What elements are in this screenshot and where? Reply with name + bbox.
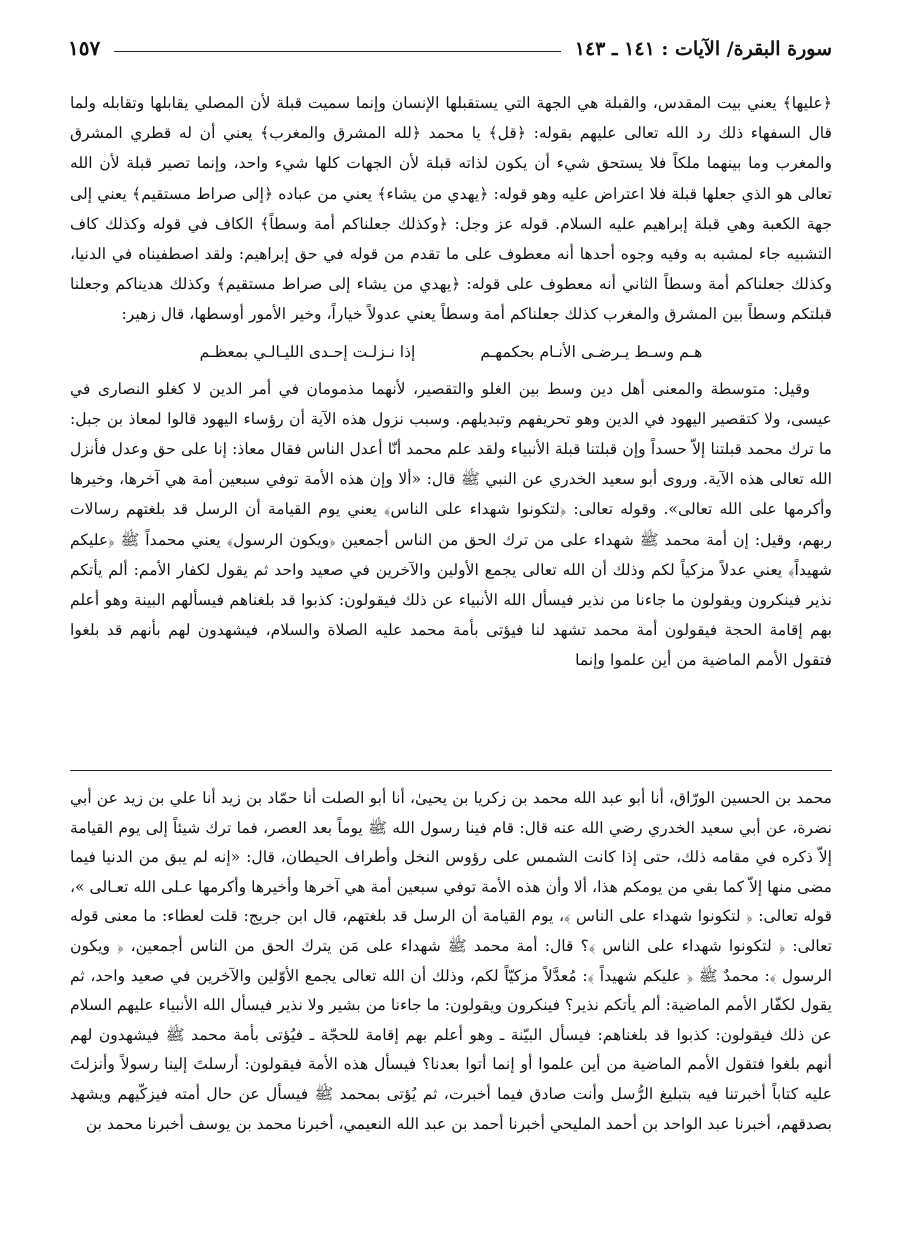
header-rule: [114, 51, 561, 52]
commentary-text: [70, 88, 832, 758]
poem-hemistich-left: إذا نـزلـت إحـدى الليـالـي بمعظـم: [199, 342, 416, 361]
poem-verse: [70, 337, 832, 367]
running-title: سورة البقرة/ الآيات : ١٤١ ـ ١٤٣: [574, 38, 832, 60]
hadith-footnote: [70, 784, 832, 1256]
page-header: [68, 28, 832, 62]
commentary-paragraph-1: ﴿عليها﴾ يعني بيت المقدس، والقبلة هي الجهة التي يستقبلها الإنسان وإنما سميت قبلة لأن المصلي يقابلها وتقابله ولما قال السفهاء ذلك رد الله تعالى عليهم بقوله: ﴿قل﴾ يا محمد ﴿لله المشرق والمغرب﴾ يعني أن له قطري المشرق والمغرب وما بينهما ملكاً فلا يستحق شيء أن يكون لذاته قبلة لأن الجهات كلها شيء واحد، وإنما تصير قبلة لأن الله تعالى هو الذي جعلها قبلة فلا اعتراض عليه وهو قوله: ﴿يهدي من يشاء﴾ يعني من عباده ﴿إلى صراط مستقيم﴾ يعني إلى جهة الكعبة وهي قبلة إبراهيم عليه السلام. قوله عز وجل: ﴿وكذلك جعلناكم أمة وسطاً﴾ الكاف في قوله وكذلك كاف التشبيه جاء لمشبه به وفيه وجوه أحدها أنه معطوف على ما تقدم من قوله في حق إبراهيم: ولقد اصطفيناه في الدنيا، وكذلك جعلناكم أمة وسطاً الثاني أنه معطوف على قوله: ﴿يهدي من يشاء إلى صراط مستقيم﴾ وكذلك هديناكم وجعلنا قبلتكم وسطاً بين المشرق والمغرب كذلك جعلناكم أمة وسطاً يعني عدولاً خياراً، وخير الأمور أوسطها، قال زهير:: [70, 94, 832, 324]
poem-hemistich-right: هـم وسـط يـرضـى الأنـام بحكمهـم: [480, 342, 703, 361]
commentary-paragraph-2: وقيل: متوسطة والمعنى أهل دين وسط بين الغلو والتقصير، لأنهما مذمومان في أمر الدين لا كغلو النصارى في عيسى، ولا كتقصير اليهود في الدين وهو تحريفهم وتبديلهم. وسبب نزول هذه الآية أن رؤساء اليهود قالوا لمعاذ بن جبل: ما ترك محمد قبلتنا إلاّ حسداً وإن قبلتنا قبلة الأنبياء ولقد علم محمد أنّا أعدل الناس فقال معاذ: إنا على حق وعدل فأنزل الله تعالى هذه الآية. وروى أبو سعيد الخدري عن النبي ﷺ قال: «ألا وإن هذه الأمة توفي سبعين أمة هي آخرها، وخيرها وأكرمها على الله تعالى». وقوله تعالى: ﴿لتكونوا شهداء على الناس﴾ يعني يوم القيامة أن الرسل قد بلغتهم رسالات ربهم، وقيل: إن أمة محمد ﷺ شهداء على من ترك الحق من الناس أجمعين ﴿ويكون الرسول﴾ يعني محمداً ﷺ ﴿عليكم شهيداً﴾ يعني عدلاً مزكياً لكم وذلك أن الله تعالى يجمع الأولين والآخرين في صعيد واحد ثم يقول لكفار الأمم: ألم يأتكم نذير فينكرون ويقولون ما جاءنا من نذير فيسأل الله الأنبياء عن ذلك فيقولون: كذبوا قد بلغناهم فيسألهم البينة وهو أعلم بهم إقامة الحجة فيقولون أمة محمد تشهد لنا فيؤتى بأمة محمد عليه الصلاة والسلام، فيشهدون لهم بأنهم قد بلغوا فتقول الأمم الماضية من أين علموا وإنما: [70, 379, 832, 670]
section-divider: [70, 770, 832, 771]
hadith-text: محمد بن الحسين الورّاق، أنا أبو عبد الله محمد بن زكريا بن يحيىٰ، أنا أبو الصلت أنا حمّاد بن زيد أنا علي بن زيد عن أبي نضرة، عن أبي سعيد الخدري رضي الله عنه قال: قام فينا رسول الله ﷺ يوماً بعد العصر، فما ترك شيئاً إلى يوم القيامة إلاّ ذكره في مقامه ذلك، حتى إذا كانت الشمس على رؤوس النخل وأطراف الحيطان، قال: «إنه لم يبق من الدنيا فيما مضى منها إلاّ كما بقي من يومكم هذا، ألا وأن هذه الأمة توفي سبعين أمة هي آخرها وأخيرها وأكرمها عـلى الله تعـالى »، قوله تعالى: ﴿ لتكونوا شهداء على الناس ﴾، يوم القيامة أن الرسل قد بلغتهم، قال ابن جريج: قلت لعطاء: ما معنى قوله تعالى: ﴿ لتكونوا شهداء على الناس ﴾؟ قال: أمة محمد ﷺ شهداء على مَن يترك الحق من الناس أجمعين، ﴿ ويكون الرسول ﴾: محمدٌ ﷺ ﴿ عليكم شهيداً ﴾: مُعدَّلاً مزكيّاً لكم، وذلك أن الله تعالى يجمع الأوّلين والآخرين في صعيد واحد، ثم يقول لكفّار الأمم الماضية: ألم يأتكم نذير؟ فينكرون ويقولون: ما جاءنا من بشير ولا نذير فيسأل الله الأنبياء عليهم السلام عن ذلك فيقولون: كذبوا قد بلغناهم: فيسأل البيّنة ـ وهو أعلم بهم إقامة للحجّة ـ فيُؤتى بأمة محمد ﷺ فيشهدون لهم أنهم بلغوا فتقول الأمم الماضية من أين علموا أو إنما أتوا بعدنا؟ فيسأل هذه الأمة فيقولون: أرسلتَ إلينا رسولاً وأنزلتَ عليه كتاباً أخبرتنا فيه بتبليغ الرُّسل وأنت صادق فيما أخبرت، ثم يُؤتى بمحمد ﷺ فيسأل عن حال أمته فيزكّيهم ويشهد بصدقهم، أخبرنا عبد الواحد بن أحمد المليحي أخبرنا أحمد بن عبد الله النعيمي، أخبرنا محمد بن يوسف أخبرنا محمد بن: [70, 789, 832, 1133]
page-number: ١٥٧: [68, 36, 101, 60]
